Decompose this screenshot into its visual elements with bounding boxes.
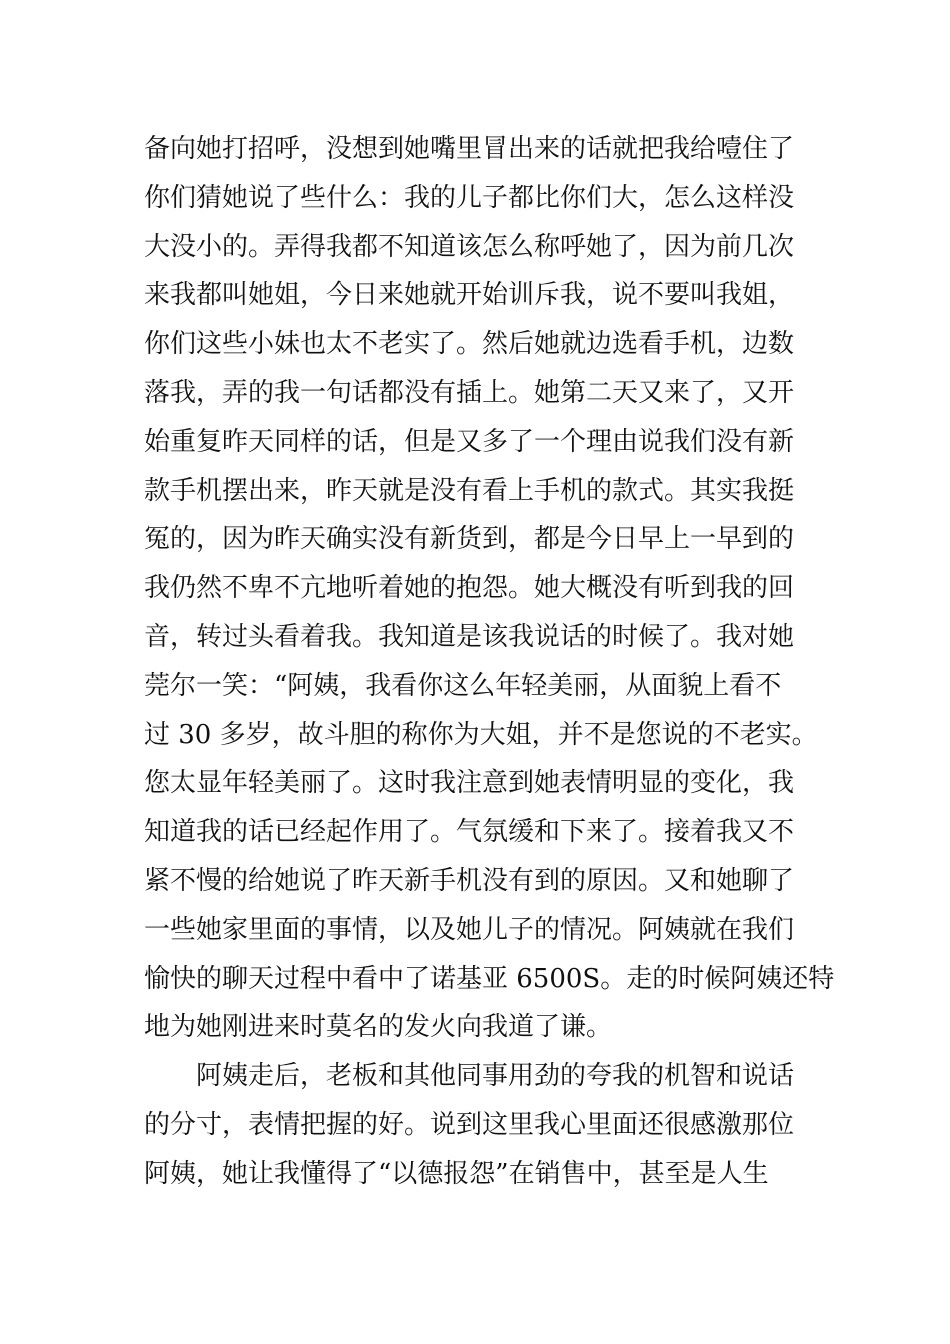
text-line: 我仍然不卑不亢地听着她的抱怨。她大概没有听到我的回 <box>144 573 795 604</box>
text-line: 大没小的。弄得我都不知道该怎么称呼她了，因为前几次 <box>144 231 795 262</box>
text-line: 你们这些小妹也太不老实了。然后她就边选看手机，边数 <box>144 329 795 360</box>
text-line: 备向她打招呼，没想到她嘴里冒出来的话就把我给噎住了 <box>144 134 795 164</box>
text-line: 阿姨，她让我懂得了“以德报怨”在销售中，甚至是人生 <box>144 1158 769 1189</box>
text-line: 始重复昨天同样的话，但是又多了一个理由说我们没有新 <box>144 426 795 457</box>
text-line: 一些她家里面的事情，以及她儿子的情况。阿姨就在我们 <box>144 914 795 945</box>
text-line: 您太显年轻美丽了。这时我注意到她表情明显的变化，我 <box>144 768 795 799</box>
text-line: 你们猜她说了些什么：我的儿子都比你们大，怎么这样没 <box>144 182 795 213</box>
text-line: 地为她刚进来时莫名的发火向我道了谦。 <box>144 1012 613 1043</box>
text-line: 愉快的聊天过程中看中了诺基亚 6500S。走的时候阿姨还特 <box>144 963 835 994</box>
text-line: 来我都叫她姐，今日来她就开始训斥我，说不要叫我姐， <box>144 280 795 311</box>
text-line: 冤的，因为昨天确实没有新货到，都是今日早上一早到的 <box>144 524 795 555</box>
text-line: 落我，弄的我一句话都没有插上。她第二天又来了，又开 <box>144 377 795 408</box>
text-line: 知道我的话已经起作用了。气氛缓和下来了。接着我又不 <box>144 817 795 848</box>
text-line: 音，转过头看着我。我知道是该我说话的时候了。我对她 <box>144 621 795 652</box>
body-text <box>144 125 835 1199</box>
paragraph-start-line: 阿姨走后，老板和其他同事用劲的夸我的机智和说话 <box>196 1061 795 1092</box>
text-line: 款手机摆出来，昨天就是没有看上手机的款式。其实我挺 <box>144 475 795 506</box>
text-line: 过 30 多岁，故斗胆的称你为大姐，并不是您说的不老实。 <box>144 719 818 750</box>
text-line: 的分寸，表情把握的好。说到这里我心里面还很感激那位 <box>144 1109 795 1140</box>
text-line: 紧不慢的给她说了昨天新手机没有到的原因。又和她聊了 <box>144 865 795 896</box>
text-line: 莞尔一笑：“阿姨，我看你这么年轻美丽，从面貌上看不 <box>144 670 782 701</box>
